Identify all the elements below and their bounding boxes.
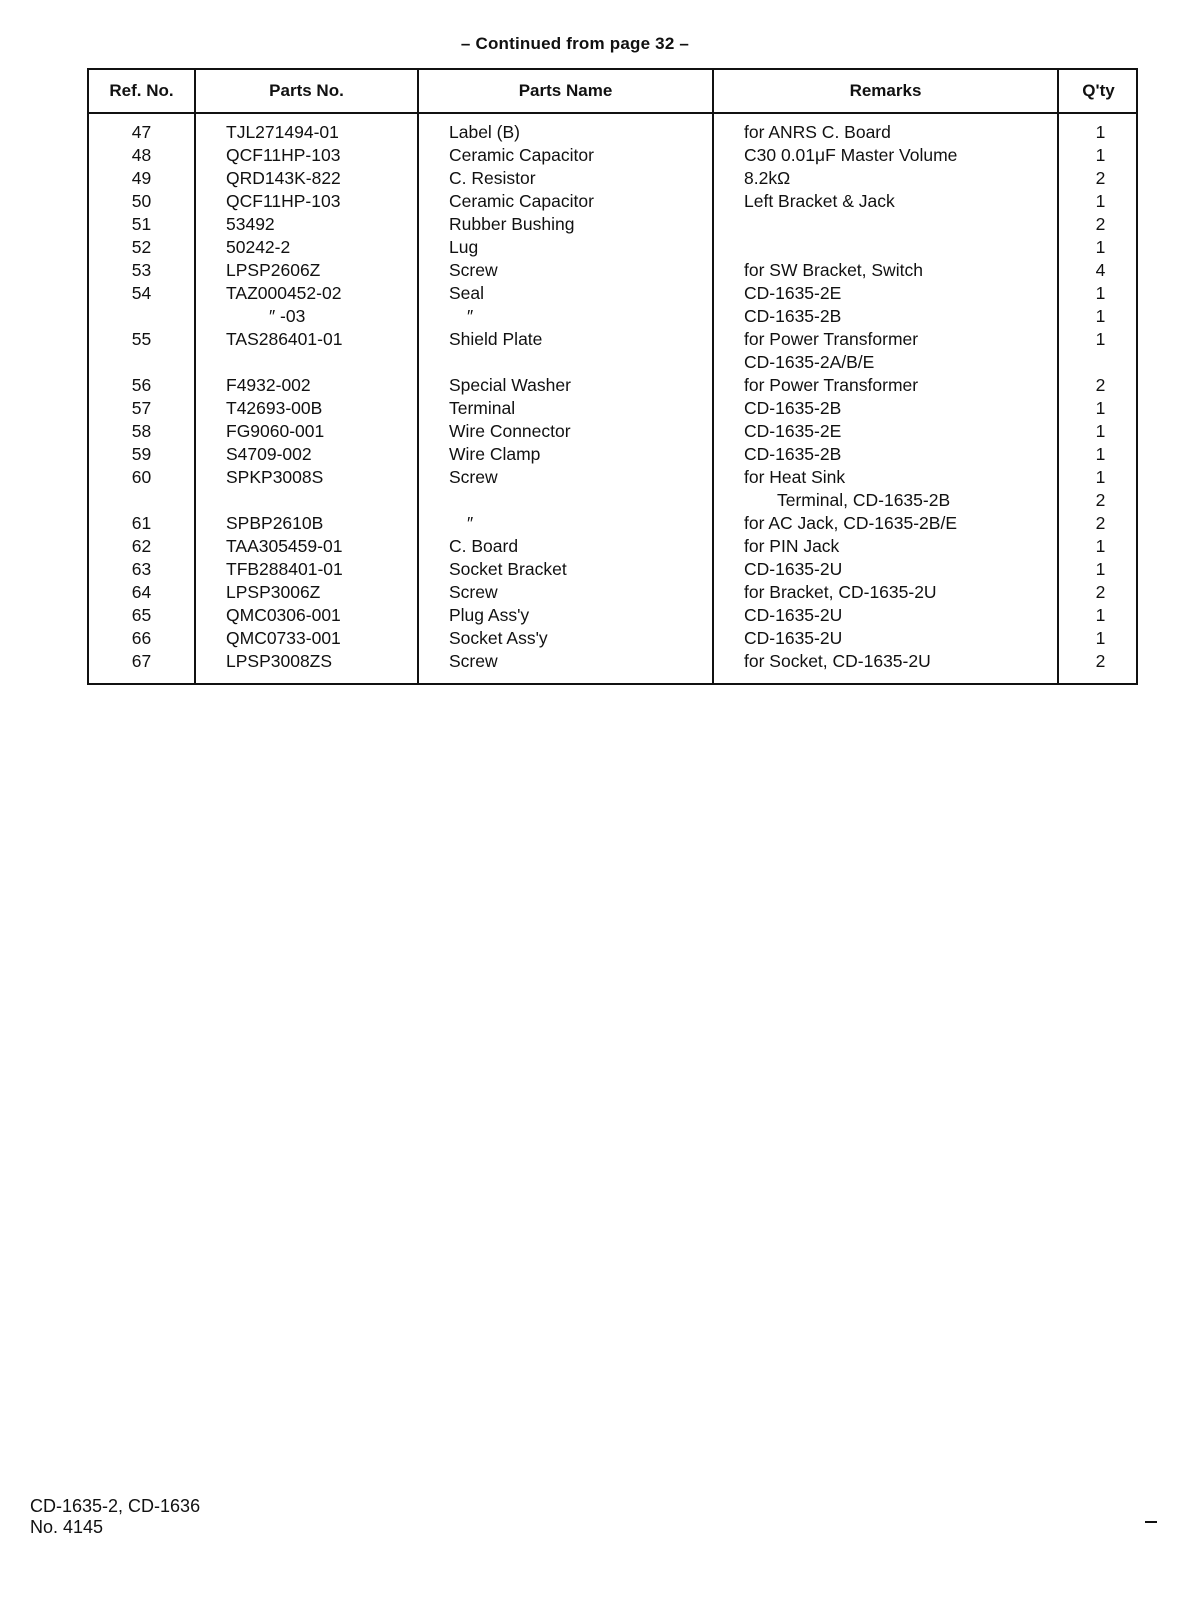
qty-cell: 1 [1095, 559, 1106, 579]
remarks-cell: Terminal, CD-1635-2B [777, 490, 951, 510]
parts-name-cell: Screw [449, 467, 498, 487]
table-row [89, 397, 1136, 420]
qty-cell: 1 [1095, 329, 1106, 349]
ref-no-cell: 65 [131, 605, 152, 625]
footer-document-number: No. 4145 [30, 1517, 104, 1537]
ref-no-cell: 54 [131, 283, 152, 303]
remarks-cell: Left Bracket & Jack [744, 191, 895, 211]
remarks-cell: C30 0.01μF Master Volume [744, 145, 958, 165]
qty-cell: 2 [1095, 214, 1106, 234]
continued-from-header: – Continued from page 32 – [460, 34, 690, 53]
table-row [89, 489, 1136, 512]
remarks-cell: for Bracket, CD-1635-2U [744, 582, 937, 602]
remarks-cell: for AC Jack, CD-1635-2B/E [744, 513, 957, 533]
header-divider [89, 112, 1136, 114]
ref-no-cell: 67 [131, 651, 152, 671]
qty-cell: 1 [1095, 237, 1106, 257]
ref-no-cell: 49 [131, 168, 152, 188]
parts-no-cell: 50242-2 [226, 237, 291, 257]
parts-name-cell: Shield Plate [449, 329, 543, 349]
table-row [89, 213, 1136, 236]
qty-cell: 1 [1095, 283, 1106, 303]
ref-no-cell: 61 [131, 513, 152, 533]
qty-cell: 2 [1095, 582, 1106, 602]
parts-name-cell: ″ [467, 306, 474, 326]
parts-no-cell: TJL271494-01 [226, 122, 339, 142]
table-row [89, 282, 1136, 305]
table-row [89, 512, 1136, 535]
parts-no-cell: F4932-002 [226, 375, 311, 395]
remarks-cell: CD-1635-2B [744, 398, 842, 418]
remarks-cell: CD-1635-2E [744, 283, 842, 303]
qty-cell: 2 [1095, 651, 1106, 671]
table-row [89, 466, 1136, 489]
parts-name-cell: Wire Clamp [449, 444, 541, 464]
table-row [89, 144, 1136, 167]
parts-no-cell: QMC0733-001 [226, 628, 341, 648]
parts-no-cell: LPSP2606Z [226, 260, 321, 280]
table-row [89, 604, 1136, 627]
remarks-cell: CD-1635-2B [744, 306, 842, 326]
remarks-cell: for Socket, CD-1635-2U [744, 651, 931, 671]
parts-no-cell: QRD143K-822 [226, 168, 341, 188]
parts-no-cell: SPKP3008S [226, 467, 324, 487]
ref-no-cell: 59 [131, 444, 152, 464]
parts-no-cell: FG9060-001 [226, 421, 325, 441]
ref-no-cell: 51 [131, 214, 152, 234]
parts-no-cell: TFB288401-01 [226, 559, 343, 579]
qty-cell: 1 [1095, 122, 1106, 142]
parts-name-cell: Ceramic Capacitor [449, 191, 594, 211]
footer-model-numbers: CD-1635-2, CD-1636 [30, 1496, 201, 1516]
page-edge-mark [1145, 1521, 1157, 1523]
ref-no-cell: 52 [131, 237, 152, 257]
table-row [89, 351, 1136, 374]
qty-cell: 4 [1095, 260, 1106, 280]
qty-cell: 1 [1095, 628, 1106, 648]
table-row [89, 190, 1136, 213]
remarks-cell: for PIN Jack [744, 536, 840, 556]
remarks-cell: CD-1635-2E [744, 421, 842, 441]
qty-cell: 2 [1095, 375, 1106, 395]
qty-cell: 1 [1095, 421, 1106, 441]
parts-no-cell: TAA305459-01 [226, 536, 343, 556]
ref-no-cell: 62 [131, 536, 152, 556]
parts-no-cell: S4709-002 [226, 444, 312, 464]
parts-name-cell: Socket Ass'y [449, 628, 548, 648]
col-header-ref-no: Ref. No. [109, 81, 174, 100]
parts-no-cell: QCF11HP-103 [226, 145, 341, 165]
ref-no-cell: 53 [131, 260, 152, 280]
parts-no-cell: 53492 [226, 214, 275, 234]
parts-name-cell: C. Board [449, 536, 519, 556]
remarks-cell: for Power Transformer [744, 375, 919, 395]
qty-cell: 2 [1095, 513, 1106, 533]
parts-name-cell: Terminal [449, 398, 516, 418]
parts-name-cell: Lug [449, 237, 479, 257]
table-row [89, 420, 1136, 443]
qty-cell: 2 [1095, 490, 1106, 510]
parts-list-table [87, 68, 1138, 685]
parts-no-cell: ″ -03 [269, 306, 306, 326]
table-row [89, 374, 1136, 397]
parts-name-cell: C. Resistor [449, 168, 536, 188]
parts-no-cell: SPBP2610B [226, 513, 324, 533]
remarks-cell: CD-1635-2U [744, 605, 843, 625]
table-row [89, 558, 1136, 581]
parts-no-cell: TAZ000452-02 [226, 283, 342, 303]
table-row [89, 328, 1136, 351]
remarks-cell: CD-1635-2A/B/E [744, 352, 875, 372]
remarks-cell: CD-1635-2U [744, 559, 843, 579]
qty-cell: 1 [1095, 398, 1106, 418]
parts-name-cell: Ceramic Capacitor [449, 145, 594, 165]
table-row [89, 236, 1136, 259]
ref-no-cell: 63 [131, 559, 152, 579]
remarks-cell: CD-1635-2U [744, 628, 843, 648]
parts-name-cell: Screw [449, 651, 498, 671]
ref-no-cell: 66 [131, 628, 152, 648]
ref-no-cell: 47 [131, 122, 152, 142]
parts-no-cell: T42693-00B [226, 398, 323, 418]
parts-no-cell: QMC0306-001 [226, 605, 341, 625]
qty-cell: 1 [1095, 444, 1106, 464]
parts-name-cell: ″ [467, 513, 474, 533]
col-header-remarks: Remarks [849, 81, 922, 100]
table-row [89, 259, 1136, 282]
remarks-cell: 8.2kΩ [744, 168, 791, 188]
ref-no-cell: 58 [131, 421, 152, 441]
parts-no-cell: LPSP3008ZS [226, 651, 333, 671]
remarks-cell: for ANRS C. Board [744, 122, 891, 142]
parts-name-cell: Plug Ass'y [449, 605, 530, 625]
qty-cell: 1 [1095, 191, 1106, 211]
ref-no-cell: 56 [131, 375, 152, 395]
table-row [89, 627, 1136, 650]
col-header-qty: Q'ty [1082, 81, 1115, 100]
table-row [89, 167, 1136, 190]
ref-no-cell: 64 [131, 582, 152, 602]
remarks-cell: CD-1635-2B [744, 444, 842, 464]
qty-cell: 1 [1095, 536, 1106, 556]
parts-name-cell: Socket Bracket [449, 559, 567, 579]
table-row [89, 443, 1136, 466]
qty-cell: 1 [1095, 306, 1106, 326]
parts-name-cell: Wire Connector [449, 421, 571, 441]
ref-no-cell: 50 [131, 191, 152, 211]
table-row [89, 581, 1136, 604]
parts-name-cell: Special Washer [449, 375, 571, 395]
table-row [89, 535, 1136, 558]
qty-cell: 2 [1095, 168, 1106, 188]
remarks-cell: for Power Transformer [744, 329, 919, 349]
parts-no-cell: LPSP3006Z [226, 582, 321, 602]
ref-no-cell: 55 [131, 329, 152, 349]
ref-no-cell: 48 [131, 145, 152, 165]
parts-name-cell: Screw [449, 582, 498, 602]
parts-no-cell: TAS286401-01 [226, 329, 343, 349]
remarks-cell: for Heat Sink [744, 467, 846, 487]
parts-name-cell: Label (B) [449, 122, 521, 142]
table-body [89, 121, 1136, 673]
col-header-parts-name: Parts Name [518, 81, 613, 100]
parts-name-cell: Screw [449, 260, 498, 280]
parts-no-cell: QCF11HP-103 [226, 191, 341, 211]
ref-no-cell: 57 [131, 398, 152, 418]
table-row [89, 650, 1136, 673]
table-row [89, 121, 1136, 144]
col-header-parts-no: Parts No. [269, 81, 344, 100]
table-row [89, 305, 1136, 328]
parts-name-cell: Seal [449, 283, 485, 303]
parts-name-cell: Rubber Bushing [449, 214, 575, 234]
qty-cell: 1 [1095, 145, 1106, 165]
qty-cell: 1 [1095, 467, 1106, 487]
remarks-cell: for SW Bracket, Switch [744, 260, 923, 280]
qty-cell: 1 [1095, 605, 1106, 625]
ref-no-cell: 60 [131, 467, 152, 487]
page-footer [30, 1496, 200, 1538]
